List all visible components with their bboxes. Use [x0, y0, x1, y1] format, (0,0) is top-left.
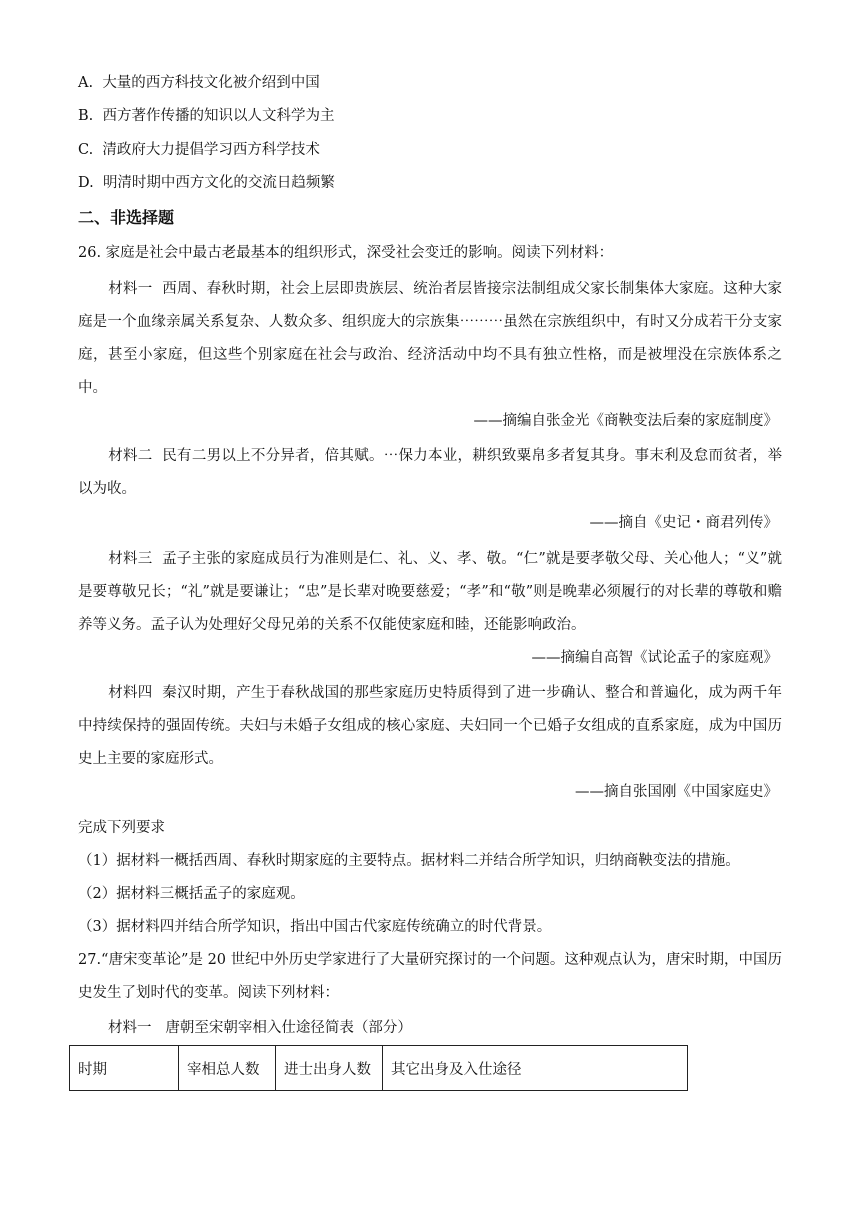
option-text: 清政府大力提倡学习西方科学技术 [102, 142, 320, 158]
material-label: 材料二 [108, 448, 153, 464]
q26-source-3: ——摘编自高智《试论孟子的家庭观》 [531, 650, 778, 666]
q26-source-1: ——摘编自张金光《商鞅变法后秦的家庭制度》 [473, 413, 778, 429]
q26-source-4: ——摘自张国刚《中国家庭史》 [575, 784, 778, 800]
q26-stem: 26. 家庭是社会中最古老最基本的组织形式，深受社会变迁的影响。阅读下列材料： [78, 245, 614, 261]
q26-source-2: ——摘自《史记・商君列传》 [589, 515, 778, 531]
section-heading: 二、非选择题 [78, 208, 175, 227]
q26-requirement-2: （2）据材料三概括孟子的家庭观。 [78, 886, 305, 902]
q26-requirement-3: （3）据材料四并结合所学知识，指出中国古代家庭传统确立的时代背景。 [78, 919, 552, 935]
option-text: 西方著作传播的知识以人文科学为主 [102, 108, 335, 124]
option-letter: D. [78, 175, 94, 191]
option-letter: A. [78, 75, 94, 91]
material-label: 材料一 [108, 281, 153, 297]
q26-material-1 [78, 273, 782, 405]
option-a [78, 73, 320, 93]
option-b [78, 106, 334, 126]
q26-task: 完成下列要求 [78, 820, 165, 836]
table-header-cell: 宰相总人数 [179, 1046, 276, 1091]
table-header-cell: 时期 [70, 1046, 179, 1091]
option-c [78, 140, 320, 160]
q26-requirement-1: （1）据材料一概括西周、春秋时期家庭的主要特点。据材料二并结合所学知识，归纳商鞅变法的措施。 [78, 853, 740, 869]
option-text: 大量的西方科技文化被介绍到中国 [102, 75, 320, 91]
option-d [78, 173, 335, 193]
material-label: 材料三 [108, 551, 153, 567]
table-header-cell: 进士出身人数 [276, 1046, 383, 1091]
q26-material-3 [78, 543, 782, 642]
material-label: 材料一 [108, 1020, 152, 1036]
material-label: 材料四 [108, 685, 153, 701]
material-text: 民有二男以上不分异者，倍其赋。⋯保力本业，耕织致粟帛多者复其身。事末利及怠而贫者，举以为收。 [78, 448, 783, 497]
table-header-cell: 其它出身及入仕途径 [383, 1046, 688, 1091]
prime-minister-table [69, 1045, 688, 1091]
material-text: 秦汉时期，产生于春秋战国的那些家庭历史特质得到了进一步确认、整合和普遍化，成为两千年中持续保持的强固传统。夫妇与未婚子女组成的核心家庭、夫妇同一个已婚子女组成的直系家庭，成为中国历史上主要的家庭形式。 [78, 685, 783, 767]
table-caption: 唐朝至宋朝宰相入仕途径简表（部分） [165, 1020, 412, 1036]
option-text: 明清时期中西方文化的交流日趋频繁 [102, 175, 335, 191]
material-text: 西周、春秋时期，社会上层即贵族层、统治者层皆接宗法制组成父家长制集体大家庭。这种大家庭是一个血缘亲属关系复杂、人数众多、组织庞大的宗族集⋯⋯⋯虽然在宗族组织中，有时又分成若干分支家庭，甚至小家庭，但这些个别家庭在社会与政治、经济活动中均不具有独立性格，而是被埋没在宗族体系之中。 [78, 281, 783, 396]
material-text: 孟子主张的家庭成员行为准则是仁、礼、义、孝、敬。“仁”就是要孝敬父母、关心他人；“义”就是要尊敬兄长；“礼”就是要谦让；“忠”是长辈对晚要慈爱；“孝”和“敬”则是晚辈必须履行的对长辈的尊敬和赡养等义务。孟子认为处理好父母兄弟的关系不仅能使家庭和睦，还能影响政治。 [78, 551, 782, 633]
q27-stem: 27.“唐宋变革论”是 20 世纪中外历史学家进行了大量研究探讨的一个问题。这种观点认为，唐宋时期，中国历史发生了划时代的变革。阅读下列材料： [78, 952, 782, 1001]
table-header-row [70, 1046, 688, 1091]
q26-material-4 [78, 677, 782, 776]
q27-material-1 [108, 1018, 412, 1038]
q26-material-2 [78, 440, 782, 506]
option-letter: C. [78, 142, 94, 158]
option-letter: B. [78, 108, 94, 124]
